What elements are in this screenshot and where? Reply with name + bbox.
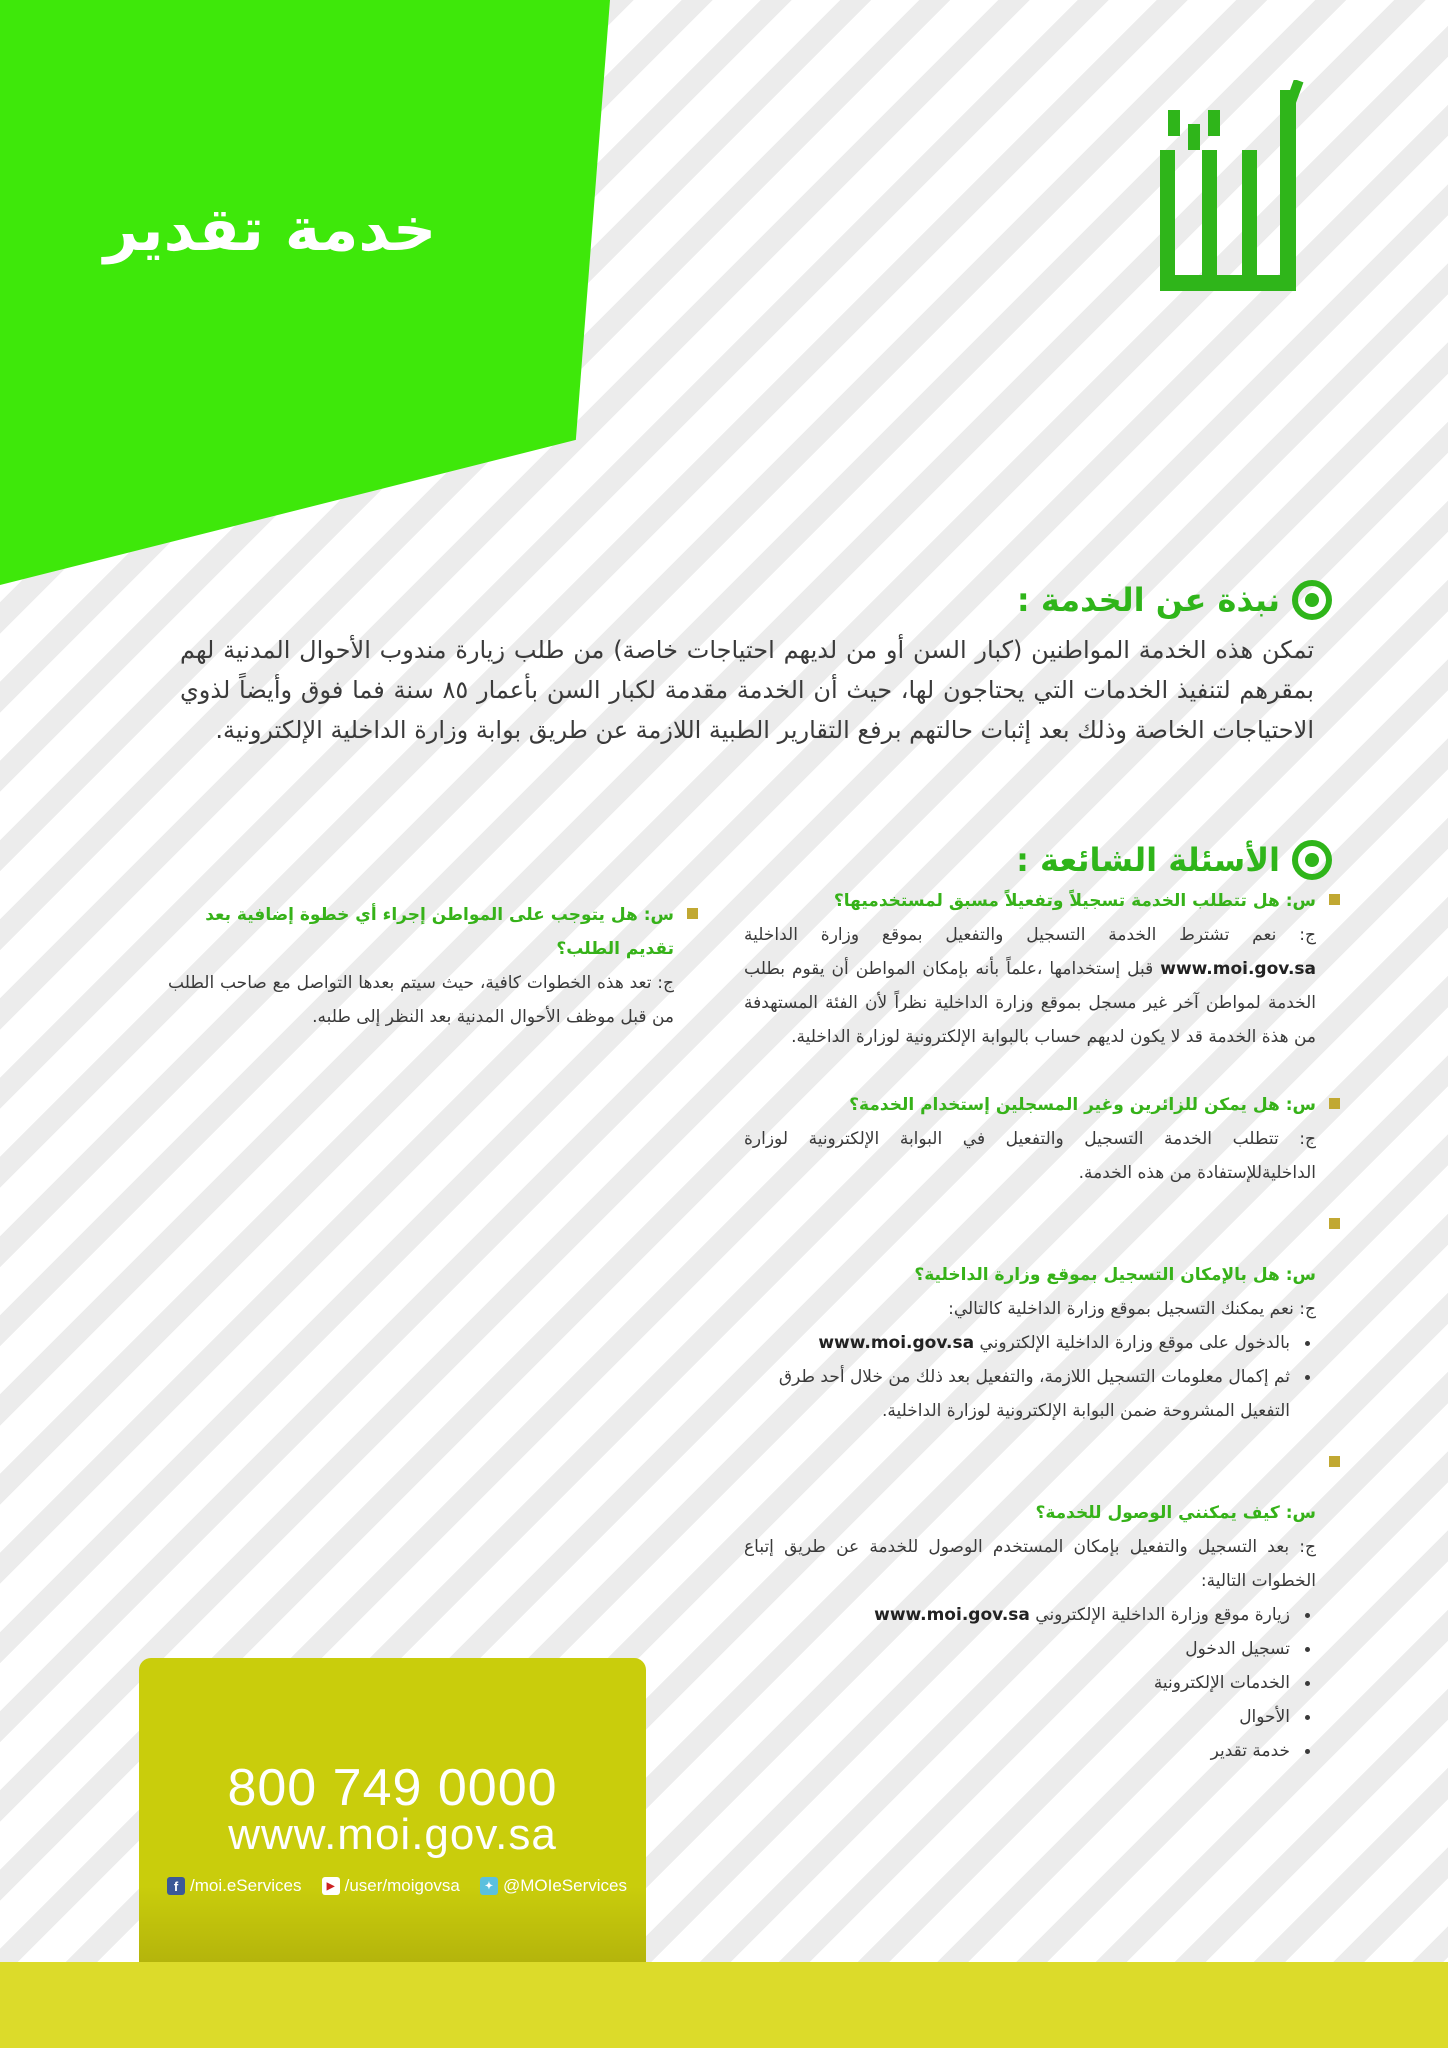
moi-link[interactable]: www.moi.gov.sa [818,1333,975,1353]
target-bullet-icon [1292,580,1332,620]
list-item: الأحوال [744,1700,1316,1734]
faq-answer-2: ج: تتطلب الخدمة التسجيل والتفعيل في البوابة الإلكترونية لوزارة الداخليةللإستفادة من هذه الخدمة. [744,1129,1316,1183]
moi-link[interactable]: www.moi.gov.sa [874,1605,1030,1625]
youtube-icon: ▶ [322,1877,340,1895]
faq-answer-3-list [744,1326,1316,1428]
twitter-icon: ✦ [480,1877,498,1895]
list-item [744,1326,1316,1360]
twitter-link[interactable] [480,1876,627,1896]
phone-number[interactable]: 800 749 0000 [227,1759,558,1817]
faq-answer-4: ج: بعد التسجيل والتفعيل بإمكان المستخدم الوصول للخدمة عن طريق إتباع الخطوات التالية: [744,1537,1316,1591]
list-item-text: زيارة موقع وزارة الداخلية الإلكتروني [1035,1605,1290,1625]
absher-logo [1150,80,1310,300]
faq-steps-list [744,1598,1316,1768]
service-title: خدمة تقدير [103,195,437,265]
faq-question-1-text: س: هل تتطلب الخدمة تسجيلاً وتفعيلاً مسبق لمستخدميها؟ [833,891,1316,911]
youtube-handle: /user/moigovsa [344,1876,460,1895]
target-bullet-icon [1292,840,1332,880]
faq-answer-1 [744,918,1316,1054]
square-bullet-icon [1329,1456,1340,1467]
social-links [167,1876,627,1896]
list-item [744,1598,1316,1632]
faq-question-4-text: س: كيف يمكنني الوصول للخدمة؟ [1035,1503,1316,1523]
faq-question-3-text: س: هل بالإمكان التسجيل بموقع وزارة الداخلية؟ [914,1265,1316,1285]
facebook-handle: /moi.eServices [190,1876,302,1895]
faq-answer-1-end: قبل إستخدامها ،علماً بأنه بإمكان المواطن أن يقوم بطلب الخدمة لمواطن آخر غير مسجل بموقع وزارة الداخلية نظراً لأن الفئة المستهدفة من هذة الخدمة قد لا يكون لديهم حساب بالبوابة الإلكترونية لوزارة الداخلية. [744,959,1316,1047]
facebook-icon: f [167,1877,185,1895]
faq-item-5 [168,898,674,1034]
faq-item-2 [744,1088,1316,1190]
twitter-handle: @MOIeServices [502,1876,627,1895]
about-paragraph: تمكن هذه الخدمة المواطنين (كبار السن أو من لديهم احتياجات خاصة) من طلب زيارة مندوب الأحوال المدنية لهم بمقرهم لتنفيذ الخدمات التي يحتاجون لها، حيث أن الخدمة مقدمة لكبار السن بأعمار ٨٥ سنة فما فوق وأيضاً لذوي الاحتياجات الخاصة وذلك بعد إثبات حالتهم برفع التقارير الطبية اللازمة عن طريق بوابة وزارة الداخلية الإلكترونية. [180,636,1314,744]
list-item: خدمة تقدير [744,1734,1316,1768]
faq-question-2-text: س: هل يمكن للزائرين وغير المسجلين إستخدام الخدمة؟ [849,1095,1316,1115]
list-item-text: بالدخول على موقع وزارة الداخلية الإلكتروني [979,1333,1290,1353]
list-item: الخدمات الإلكترونية [744,1666,1316,1700]
contact-box [139,1658,646,1963]
facebook-link[interactable] [167,1876,301,1896]
faq-item-1 [744,884,1316,1054]
faq-answer-1-start: ج: نعم تشترط الخدمة التسجيل والتفعيل بموقع وزارة الداخلية [744,925,1316,945]
faq-right-column [744,884,1316,1802]
square-bullet-icon [1329,1218,1340,1229]
youtube-link[interactable] [322,1876,460,1896]
footer-band [0,1962,1448,2048]
faq-answer-3: ج: نعم يمكنك التسجيل بموقع وزارة الداخلية كالتالي: [948,1299,1316,1319]
about-heading-text: نبذة عن الخدمة : [1016,581,1280,619]
faq-left-column [168,898,674,1068]
faq-item-3 [744,1224,1316,1428]
absher-logo-icon [1150,80,1310,300]
faq-question-4 [744,1462,1316,1530]
list-item: ثم إكمال معلومات التسجيل اللازمة، والتفعيل بعد ذلك من خلال أحد طرق التفعيل المشروحة ضمن البوابة الإلكترونية لوزارة الداخلية. [744,1360,1316,1428]
about-heading [1017,580,1332,620]
faq-heading-text: الأسئلة الشائعة : [1016,841,1280,879]
website-link[interactable]: www.moi.gov.sa [228,1810,557,1859]
moi-link[interactable]: www.moi.gov.sa [1160,959,1317,979]
faq-answer-5: ج: تعد هذه الخطوات كافية، حيث سيتم بعدها التواصل مع صاحب الطلب من قبل موظف الأحوال المدنية بعد النظر إلى طلبه. [168,973,674,1027]
header-green-panel [0,0,610,585]
faq-question-5 [168,898,674,966]
list-item: تسجيل الدخول [744,1632,1316,1666]
faq-question-3 [744,1224,1316,1292]
faq-heading [1016,840,1332,880]
faq-question-5-text: س: هل يتوجب على المواطن إجراء أي خطوة إضافية بعد تقديم الطلب؟ [205,905,674,959]
square-bullet-icon [1329,1098,1340,1109]
faq-item-4 [744,1462,1316,1768]
square-bullet-icon [687,908,698,919]
faq-question-2 [744,1088,1316,1122]
logo-text [1310,80,1311,81]
faq-question-1 [744,884,1316,918]
square-bullet-icon [1329,894,1340,905]
